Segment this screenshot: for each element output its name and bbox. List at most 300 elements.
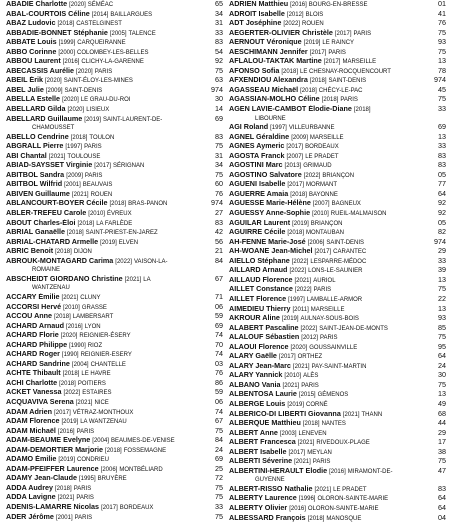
entry-text bbox=[229, 257, 432, 267]
entry-place: LESPARRE-MÉDOC bbox=[310, 258, 367, 265]
entry-name: ADAM Adrien bbox=[6, 407, 53, 416]
entry-text bbox=[229, 95, 432, 105]
entry-text bbox=[6, 341, 209, 351]
entry-year: [2021] bbox=[57, 495, 75, 502]
entry-text bbox=[6, 105, 209, 115]
directory-entry bbox=[229, 352, 446, 362]
entry-text bbox=[229, 429, 432, 439]
directory-entry bbox=[6, 228, 223, 238]
entry-year: [2019] bbox=[84, 116, 101, 123]
directory-entry bbox=[6, 436, 223, 446]
entry-text bbox=[6, 209, 209, 219]
entry-department: 75 bbox=[438, 46, 446, 56]
directory-entry bbox=[229, 276, 446, 286]
entry-department: 27 bbox=[215, 208, 223, 218]
directory-entry bbox=[6, 312, 223, 322]
entry-place: BLOIS bbox=[305, 11, 324, 18]
directory-entry bbox=[229, 343, 446, 353]
entry-year: [1997] bbox=[288, 296, 305, 303]
entry-name: AGUILAR Laurent bbox=[229, 218, 291, 227]
entry-place: BEAUVAIS bbox=[82, 182, 113, 189]
entry-text bbox=[229, 19, 432, 29]
entry-name: ADAMY Jean-Claude bbox=[6, 474, 77, 483]
entry-name: AIELLO Stéphane bbox=[229, 256, 290, 265]
directory-entry bbox=[229, 123, 446, 133]
entry-department: 06 bbox=[215, 301, 223, 311]
entry-place: VILLEURBANNE bbox=[288, 125, 335, 132]
entry-name: ABELLARD Guillaume bbox=[6, 114, 83, 123]
entry-year: [2022] bbox=[289, 268, 307, 275]
entry-text bbox=[6, 427, 209, 437]
entry-department: 93 bbox=[438, 37, 446, 47]
entry-name: ABELLO Cendrine bbox=[6, 132, 69, 141]
entry-department: 31 bbox=[215, 18, 223, 28]
entry-place: LYON bbox=[84, 323, 101, 330]
entry-department: 49 bbox=[438, 398, 446, 408]
directory-entry bbox=[229, 152, 446, 162]
entry-department: 44 bbox=[438, 418, 446, 428]
entry-name: ACCARY Émilie bbox=[6, 292, 60, 301]
directory-entry bbox=[6, 10, 223, 20]
entry-place: MARSEILLE bbox=[309, 134, 344, 141]
directory-entry bbox=[6, 105, 223, 115]
entry-place: LE CHESNAY-ROCQUENCOURT bbox=[300, 68, 391, 75]
entry-place-continued: ROMAINE bbox=[32, 267, 61, 274]
entry-department: 13 bbox=[438, 131, 446, 141]
entry-department: 83 bbox=[438, 483, 446, 493]
entry-year: [2018] bbox=[55, 249, 72, 256]
entry-department: 75 bbox=[215, 169, 223, 179]
entry-department: 78 bbox=[438, 65, 446, 75]
entry-name: ADROIT Isabelle bbox=[229, 9, 285, 18]
entry-text bbox=[6, 19, 209, 29]
entry-department: 84 bbox=[215, 255, 223, 265]
entry-text bbox=[229, 390, 432, 400]
directory-entry bbox=[6, 417, 223, 427]
entry-place: AURIOL bbox=[313, 277, 336, 284]
entry-year: [2009] bbox=[66, 172, 83, 179]
entry-place: LAMBERSART bbox=[72, 314, 114, 321]
directory-entry bbox=[6, 398, 223, 408]
directory-entry bbox=[229, 209, 446, 219]
entry-year: [2021] bbox=[75, 399, 93, 406]
entry-name: ALBERICO-DI LIBERTI Giovanna bbox=[229, 409, 341, 418]
entry-text bbox=[6, 503, 209, 513]
entry-year: [2019] bbox=[61, 419, 79, 426]
entry-text bbox=[6, 48, 209, 58]
entry-place: PARIS bbox=[84, 144, 102, 151]
entry-department: 06 bbox=[215, 396, 223, 406]
entry-department: 75 bbox=[215, 492, 223, 502]
directory-entry bbox=[229, 371, 446, 381]
entry-place: BAILLARGUES bbox=[110, 11, 153, 18]
directory-entry bbox=[229, 219, 446, 229]
entry-text bbox=[229, 314, 432, 324]
entry-text bbox=[229, 0, 432, 10]
entry-department: 69 bbox=[438, 122, 446, 132]
entry-place: PARIS bbox=[353, 30, 372, 37]
entry-place: ESTAIRES bbox=[82, 390, 112, 397]
entry-department: 05 bbox=[438, 169, 446, 179]
entry-name: ALBANO Vania bbox=[229, 380, 281, 389]
entry-place: MONTAUBAN bbox=[306, 230, 344, 237]
directory-entry bbox=[6, 293, 223, 303]
entry-place: PARIS bbox=[76, 495, 94, 502]
entry-name: AGASSIAN-MOLHO Céline bbox=[229, 95, 320, 104]
entry-name: AGUESSY Anne-Sophie bbox=[229, 209, 311, 218]
entry-department: 24 bbox=[215, 444, 223, 454]
entry-place: PARIS bbox=[312, 459, 331, 466]
entry-department: 29 bbox=[438, 246, 446, 256]
directory-entry bbox=[229, 190, 446, 200]
entry-text bbox=[229, 457, 432, 467]
entry-name: AGNES Aymeric bbox=[229, 142, 285, 151]
entry-name: ABITBOL Wilfrid bbox=[6, 180, 63, 189]
directory-entry bbox=[6, 199, 223, 209]
entry-year: [1995] bbox=[78, 476, 96, 483]
entry-year: [2004] bbox=[92, 438, 109, 445]
entry-place: BRAS-PANON bbox=[128, 201, 168, 208]
directory-entry bbox=[229, 390, 446, 400]
directory-entry bbox=[6, 408, 223, 418]
entry-year: [2016] bbox=[57, 428, 75, 435]
entry-department: 75 bbox=[215, 141, 223, 151]
entry-text bbox=[6, 86, 209, 96]
entry-year: [2009] bbox=[291, 134, 308, 141]
entry-name: ALBERT Isabelle bbox=[229, 447, 287, 456]
entry-department: 75 bbox=[438, 379, 446, 389]
entry-text bbox=[6, 350, 209, 360]
entry-name: AKROUR Aline bbox=[229, 314, 280, 323]
entry-text bbox=[229, 362, 432, 372]
entry-place: RIVEDOUX-PLAGE bbox=[316, 440, 370, 447]
left-column bbox=[6, 0, 223, 522]
entry-year: [2022] bbox=[63, 390, 81, 397]
entry-year: [2018] bbox=[290, 191, 307, 198]
directory-entry bbox=[6, 503, 223, 513]
directory-entry bbox=[6, 446, 223, 456]
entry-text bbox=[229, 228, 432, 238]
entry-year: [2015] bbox=[298, 392, 316, 399]
entry-place-continued: WANTZENAU bbox=[32, 285, 70, 292]
entry-text bbox=[6, 322, 209, 332]
directory-entry bbox=[229, 285, 446, 295]
entry-place: SÉMÉAC bbox=[87, 2, 114, 8]
entry-department: 75 bbox=[215, 65, 223, 75]
directory-entry bbox=[229, 133, 446, 143]
entry-text bbox=[229, 209, 432, 219]
entry-year: [2010] bbox=[284, 373, 302, 380]
entry-year: [2016] bbox=[290, 2, 307, 8]
entry-year: [2018] bbox=[57, 21, 75, 28]
entry-place: PARIS bbox=[319, 335, 338, 342]
entry-year: [2010] bbox=[312, 211, 329, 218]
entry-year: [2003] bbox=[279, 430, 297, 437]
entry-text bbox=[229, 333, 432, 343]
directory-entry bbox=[6, 29, 223, 39]
entry-department: 974 bbox=[211, 198, 223, 208]
directory-entry bbox=[6, 38, 223, 48]
entry-year: [2018] bbox=[54, 314, 71, 321]
entry-place: RIOZ bbox=[87, 342, 103, 349]
entry-place: DIJON bbox=[73, 249, 92, 256]
entry-text bbox=[6, 331, 209, 341]
entry-text bbox=[229, 324, 432, 334]
entry-name: ABAL-COURTOIS Céline bbox=[6, 9, 90, 18]
entry-name: ABGRALL Pierre bbox=[6, 142, 64, 151]
directory-entry bbox=[6, 95, 223, 105]
entry-text bbox=[229, 305, 432, 315]
entry-year: [2018] bbox=[70, 134, 88, 141]
directory-entry bbox=[6, 67, 223, 77]
entry-text bbox=[6, 142, 209, 152]
entry-name: AH-WOANE Jean-Michel bbox=[229, 247, 313, 256]
entry-place: ROUEN bbox=[302, 21, 324, 28]
directory-entry bbox=[6, 341, 223, 351]
entry-text bbox=[6, 133, 209, 143]
entry-place: BAGNEUX bbox=[331, 201, 361, 208]
directory-entry bbox=[229, 19, 446, 29]
entry-place: BRIANÇON bbox=[310, 220, 343, 227]
entry-text bbox=[229, 343, 432, 353]
entry-place: OLORON-SAINTE-MARIE bbox=[307, 505, 379, 512]
entry-text bbox=[229, 199, 432, 209]
entry-name: AEGERTER-OLIVIER Christèle bbox=[229, 28, 333, 37]
entry-place: BOURG-EN-BRESSE bbox=[308, 2, 368, 8]
entry-place: GRASSE bbox=[81, 304, 107, 311]
directory-entry bbox=[229, 199, 446, 209]
entry-text bbox=[229, 381, 432, 391]
entry-year: [2016] bbox=[62, 59, 80, 66]
entry-department: 64 bbox=[438, 502, 446, 512]
entry-text bbox=[6, 398, 209, 408]
entry-department: 83 bbox=[215, 217, 223, 227]
entry-text bbox=[229, 29, 432, 39]
entry-place: ÉVREUX bbox=[106, 211, 132, 218]
entry-department: 59 bbox=[215, 311, 223, 321]
entry-text bbox=[229, 171, 432, 181]
entry-place: LAMBALLE-ARMOR bbox=[306, 296, 363, 303]
entry-place: PARIS bbox=[340, 97, 358, 104]
entry-department: 75 bbox=[215, 425, 223, 435]
entry-department: 75 bbox=[438, 456, 446, 466]
entry-place: BAYONNE bbox=[308, 191, 338, 198]
entry-name: ALARY Yannick bbox=[229, 371, 283, 380]
directory-entry bbox=[6, 465, 223, 475]
entry-place: CORNÉ bbox=[306, 401, 328, 408]
directory-entry bbox=[6, 360, 223, 370]
entry-place: RUEIL-MALMAISON bbox=[330, 211, 387, 218]
entry-year: [2017] bbox=[286, 144, 304, 151]
entry-year: [2006] bbox=[100, 466, 118, 473]
entry-name: ALABERT Pascaline bbox=[229, 323, 299, 332]
entry-text bbox=[6, 190, 209, 200]
entry-year: [1999] bbox=[58, 40, 76, 47]
entry-year: [2021] bbox=[314, 486, 332, 493]
entry-place: REIGNIER-ESERY bbox=[80, 352, 132, 359]
entry-place: LISIEUX bbox=[86, 107, 110, 114]
entry-place: SAINT-DENIS bbox=[64, 87, 103, 94]
entry-year: [2000] bbox=[58, 49, 75, 56]
entry-department: 75 bbox=[438, 94, 446, 104]
entry-name: ACHARD Florie bbox=[6, 331, 59, 340]
entry-place: MEYLAN bbox=[307, 449, 332, 456]
entry-place: ALÈS bbox=[303, 373, 319, 380]
entry-place: PARIS bbox=[328, 49, 346, 56]
entry-place: BEAUMES-DE-VENISE bbox=[110, 438, 175, 445]
entry-year: [1996] bbox=[298, 496, 316, 503]
entry-text bbox=[229, 467, 432, 485]
entry-place: TOULON bbox=[89, 134, 115, 141]
entry-text bbox=[6, 388, 209, 398]
entry-place: VÉTRAZ-MONTHOUX bbox=[72, 409, 134, 416]
entry-department: 13 bbox=[438, 303, 446, 313]
entry-name: ABELLA Estelle bbox=[6, 95, 61, 104]
entry-text bbox=[6, 29, 209, 39]
entry-year: [2018] bbox=[309, 78, 327, 85]
entry-place: MIRAMONT-DE- bbox=[347, 468, 393, 475]
entry-name: ABEIL Érik bbox=[6, 76, 44, 85]
directory-entry bbox=[229, 514, 446, 523]
entry-name: ADDA Lavigne bbox=[6, 493, 56, 502]
entry-name: ACHI Charlotte bbox=[6, 378, 58, 387]
entry-department: 42 bbox=[215, 227, 223, 237]
directory-entry bbox=[6, 484, 223, 494]
entry-department: 92 bbox=[438, 208, 446, 218]
entry-department: 33 bbox=[215, 27, 223, 37]
entry-text bbox=[6, 303, 209, 313]
entry-department: 59 bbox=[215, 387, 223, 397]
entry-name: ABROUK-MONTAGARD Carima bbox=[6, 256, 114, 265]
directory-entry bbox=[229, 419, 446, 429]
entry-name: ADAM-BEAUME Evelyne bbox=[6, 436, 91, 445]
entry-text bbox=[229, 266, 432, 276]
directory-entry bbox=[6, 322, 223, 332]
entry-place: CHÉCY-LE-PAC bbox=[318, 87, 363, 94]
entry-department: 85 bbox=[438, 322, 446, 332]
entry-department: 67 bbox=[215, 273, 223, 283]
entry-department: 64 bbox=[438, 351, 446, 361]
directory-entry bbox=[229, 161, 446, 171]
entry-text bbox=[6, 247, 209, 257]
entry-place: LA WANTZENAU bbox=[80, 419, 127, 426]
entry-text bbox=[6, 171, 209, 181]
entry-text bbox=[229, 86, 432, 96]
entry-place: CONDRIEU bbox=[77, 457, 110, 464]
entry-name: ALBENTOSA Laurie bbox=[229, 390, 297, 399]
entry-department: 95 bbox=[438, 341, 446, 351]
entry-name: AERNOUT Véronique bbox=[229, 38, 302, 47]
entry-name: ACHARD Philippe bbox=[6, 340, 68, 349]
directory-entry bbox=[6, 388, 223, 398]
entry-name: AILLARD Arnaud bbox=[229, 266, 288, 275]
entry-name: AGOSTINO Salvatore bbox=[229, 170, 302, 179]
entry-name: ADER Jérôme bbox=[6, 512, 54, 521]
entry-name: AGUERRE Amaia bbox=[229, 189, 289, 198]
entry-year: [2021] bbox=[294, 277, 312, 284]
entry-year: [2017] bbox=[334, 30, 352, 37]
entry-year: [2004] bbox=[71, 361, 89, 368]
entry-place: REIGNIER-ÉSERY bbox=[79, 333, 131, 340]
entry-name: AFLALOU-TAKTAK Martine bbox=[229, 57, 322, 66]
entry-department: 13 bbox=[438, 56, 446, 66]
entry-department: 03 bbox=[215, 358, 223, 368]
entry-year: [2001] bbox=[64, 182, 81, 189]
directory-entry bbox=[229, 467, 446, 485]
entry-place: GRIMAUD bbox=[303, 163, 332, 170]
entry-place: VAISON-LA- bbox=[133, 258, 168, 265]
entry-place: PAY-SAINT-MARTIN bbox=[311, 363, 367, 370]
entry-year: [2017] bbox=[101, 504, 118, 511]
directory-entry bbox=[229, 457, 446, 467]
entry-department: 75 bbox=[438, 27, 446, 37]
entry-year: [2017] bbox=[309, 49, 327, 56]
entry-name: AFXENDIOU Alexandra bbox=[229, 76, 308, 85]
entry-text bbox=[229, 295, 432, 305]
directory-entry bbox=[6, 171, 223, 181]
entry-name: ABOUT Charles-Éloi bbox=[6, 218, 76, 227]
entry-department: 82 bbox=[438, 227, 446, 237]
entry-name: ADRIEN Matthieu bbox=[229, 0, 289, 8]
entry-year: [2018] bbox=[307, 515, 325, 522]
entry-name: AGUIRRE Cécile bbox=[229, 228, 286, 237]
entry-department: 33 bbox=[438, 141, 446, 151]
entry-name: ABLANCOURT-BOYER Cécile bbox=[6, 199, 108, 208]
directory-entry bbox=[229, 305, 446, 315]
entry-text bbox=[229, 133, 432, 143]
directory-entry bbox=[6, 331, 223, 341]
entry-place: BRUYÈRE bbox=[97, 476, 127, 483]
entry-department: 13 bbox=[438, 389, 446, 399]
entry-place: AULNAY-SOUS-BOIS bbox=[300, 316, 359, 323]
directory-entry bbox=[229, 86, 446, 96]
entry-department: 92 bbox=[215, 56, 223, 66]
entry-year: [2018] bbox=[300, 87, 317, 94]
directory-entry bbox=[6, 493, 223, 503]
entry-name: AGOSTA Franck bbox=[229, 151, 285, 160]
entry-place: NICE bbox=[94, 399, 109, 406]
entry-name: ACHTE Thibault bbox=[6, 369, 61, 378]
entry-department: 69 bbox=[215, 113, 223, 123]
entry-name: ABRIAL-CHATARD Armelle bbox=[6, 237, 99, 246]
entry-text bbox=[6, 484, 209, 494]
entry-year: [2020] bbox=[76, 68, 93, 75]
entry-name: ADAMO Émilie bbox=[6, 455, 57, 464]
entry-text bbox=[6, 417, 209, 427]
directory-entry bbox=[6, 48, 223, 58]
entry-text bbox=[229, 247, 432, 257]
entry-name: ABI Chantal bbox=[6, 151, 47, 160]
entry-text bbox=[6, 312, 209, 322]
entry-text bbox=[6, 228, 209, 238]
entry-department: 83 bbox=[215, 131, 223, 141]
entry-year: [2018] bbox=[281, 68, 299, 75]
directory-entry bbox=[6, 115, 223, 133]
entry-place: SÉRIGNAN bbox=[112, 163, 145, 170]
entry-name: ABIVEN Guillaume bbox=[6, 189, 70, 198]
entry-place: LE RAINCY bbox=[322, 40, 355, 47]
entry-name: ABADIE Charlotte bbox=[6, 0, 68, 8]
entry-name: AIMEDIEU Thierry bbox=[229, 304, 291, 313]
entry-department: 74 bbox=[215, 406, 223, 416]
entry-place: LE GRAU-DU-ROI bbox=[80, 97, 131, 104]
entry-text bbox=[229, 285, 432, 295]
entry-place: POITIERS bbox=[77, 380, 106, 387]
entry-department: 30 bbox=[215, 94, 223, 104]
entry-year: [1997] bbox=[65, 144, 83, 151]
directory-entry bbox=[229, 76, 446, 86]
entry-name: AGI Roland bbox=[229, 123, 269, 132]
